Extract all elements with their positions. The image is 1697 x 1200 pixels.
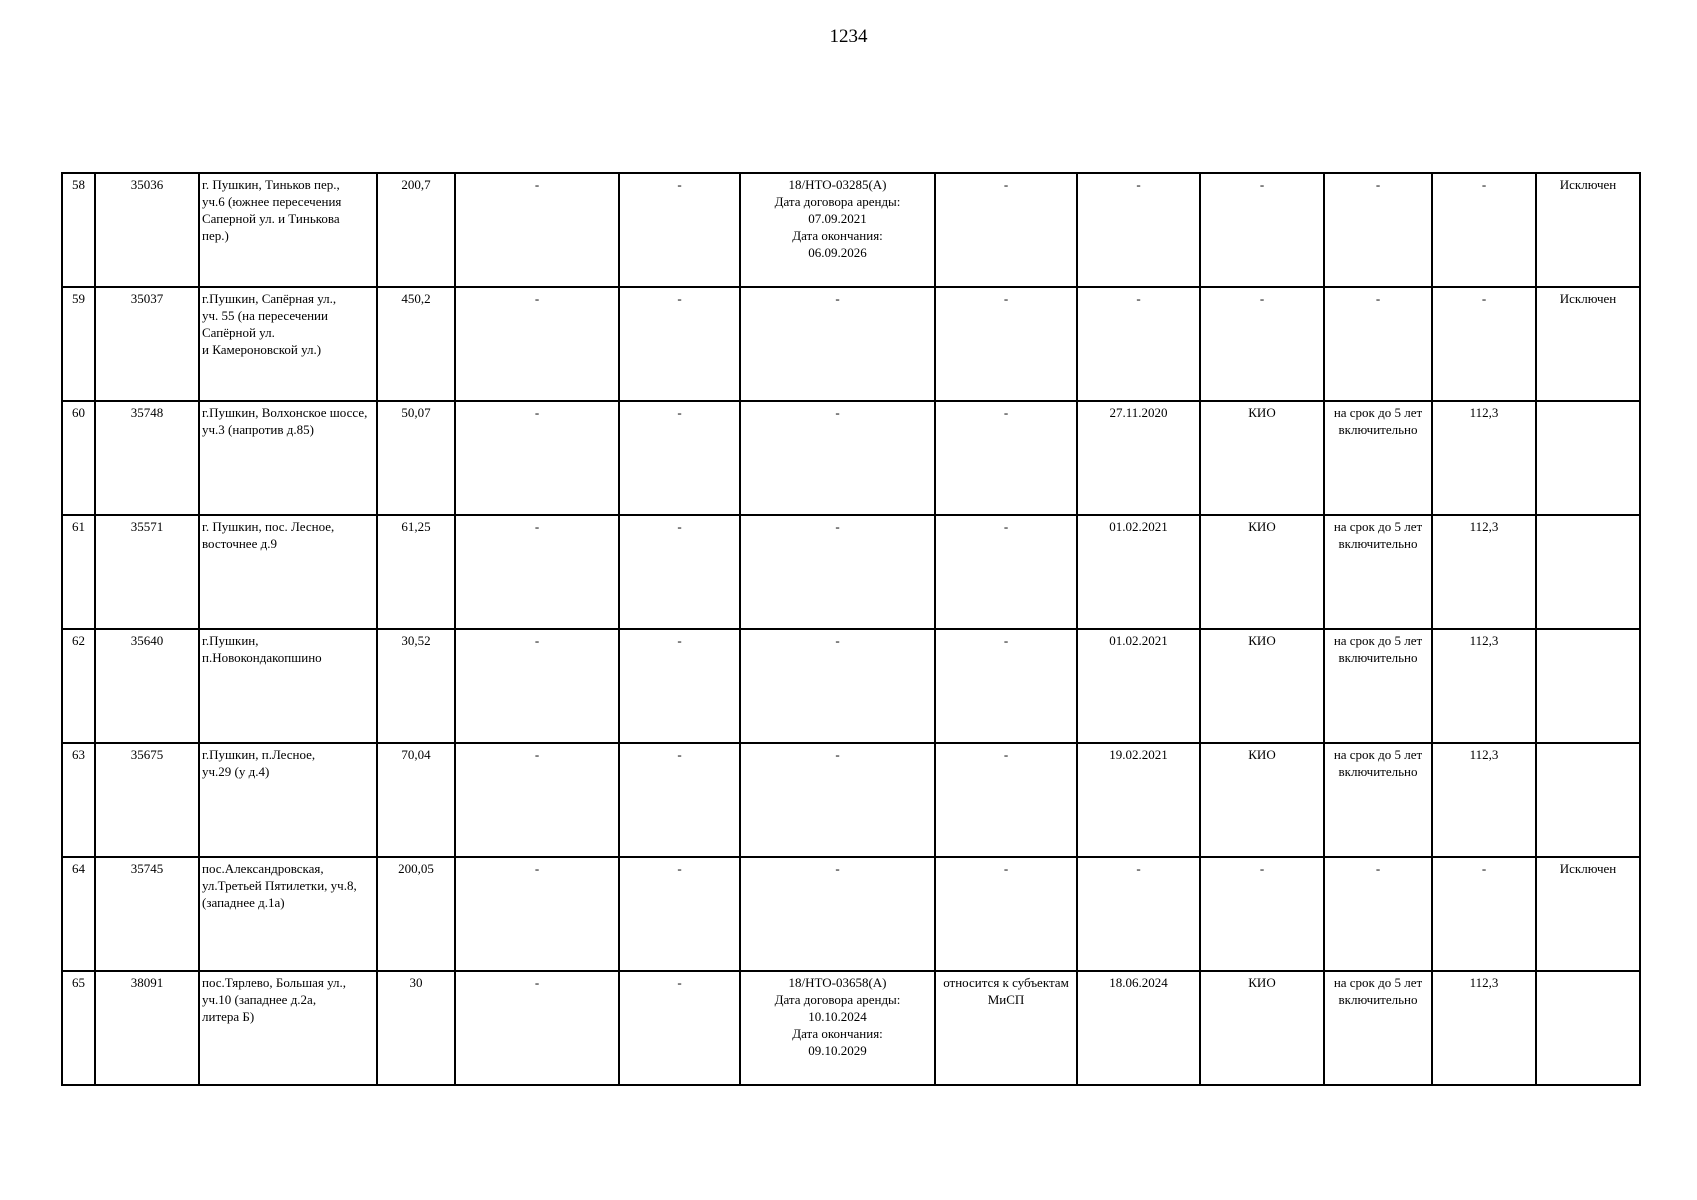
smb-category-cell	[935, 857, 1077, 971]
rate-cell: 112,3	[1432, 743, 1536, 857]
status-cell	[1536, 971, 1640, 1085]
object-id-cell: 35748	[95, 401, 199, 515]
area-cell: 50,07	[377, 401, 455, 515]
lease-term-cell	[1324, 629, 1432, 743]
organization-cell: -	[1200, 857, 1324, 971]
row-number-cell: 63	[62, 743, 95, 857]
address-line: г.Пушкин, п.Лесное,	[202, 747, 316, 762]
area-cell: 30,52	[377, 629, 455, 743]
address-line: Сапёрной ул.	[202, 325, 275, 340]
lease-term-cell	[1324, 173, 1432, 287]
area-cell: 200,7	[377, 173, 455, 287]
area-cell: 200,05	[377, 857, 455, 971]
status-cell	[1536, 401, 1640, 515]
date-cell: 27.11.2020	[1077, 401, 1200, 515]
address-line: г. Пушкин, Тиньков пер.,	[202, 177, 340, 192]
address-cell	[199, 401, 377, 515]
status-cell: Исключен	[1536, 173, 1640, 287]
lease-contract-line: Дата договора аренды:	[774, 194, 901, 209]
rate-cell: -	[1432, 857, 1536, 971]
lease-term-line: на срок до 5 лет	[1333, 747, 1423, 762]
address-line: г.Пушкин, Волхонское шоссе,	[202, 405, 368, 420]
lease-contract-cell	[740, 515, 935, 629]
status-cell	[1536, 515, 1640, 629]
lease-contract-line: 07.09.2021	[808, 211, 867, 226]
lease-term-line: на срок до 5 лет	[1333, 975, 1423, 990]
lease-term-cell	[1324, 857, 1432, 971]
lease-contract-cell	[740, 857, 935, 971]
lease-contract-line: Дата окончания:	[792, 228, 883, 243]
lease-term-cell	[1324, 971, 1432, 1085]
lease-contract-cell	[740, 629, 935, 743]
address-cell	[199, 629, 377, 743]
status-cell	[1536, 629, 1640, 743]
lease-contract-line: 18/НТО-03285(А)	[788, 177, 887, 192]
lease-contract-cell	[740, 173, 935, 287]
table-row	[62, 173, 1640, 287]
address-line: пер.)	[202, 228, 229, 243]
row-number-cell: 61	[62, 515, 95, 629]
address-cell	[199, 173, 377, 287]
table-row	[62, 629, 1640, 743]
address-cell	[199, 971, 377, 1085]
lease-term-line: включительно	[1338, 536, 1418, 551]
column-5-cell: -	[455, 401, 619, 515]
lease-term-line: -	[1375, 291, 1381, 306]
address-line: уч.6 (южнее пересечения	[202, 194, 342, 209]
table-row	[62, 743, 1640, 857]
address-line: уч.3 (напротив д.85)	[202, 422, 314, 437]
smb-category-cell	[935, 629, 1077, 743]
column-6-cell: -	[619, 287, 740, 401]
smb-category-cell	[935, 401, 1077, 515]
address-line: Саперной ул. и Тинькова	[202, 211, 340, 226]
smb-category-cell	[935, 971, 1077, 1085]
address-line: (западнее д.1а)	[202, 895, 285, 910]
lease-contract-line: 10.10.2024	[808, 1009, 867, 1024]
row-number-cell: 64	[62, 857, 95, 971]
row-number-cell: 62	[62, 629, 95, 743]
lease-term-cell	[1324, 743, 1432, 857]
address-cell	[199, 287, 377, 401]
address-line: восточнее д.9	[202, 536, 277, 551]
organization-cell: -	[1200, 287, 1324, 401]
status-cell: Исключен	[1536, 287, 1640, 401]
column-6-cell: -	[619, 173, 740, 287]
lease-contract-cell	[740, 971, 935, 1085]
organization-cell: КИО	[1200, 515, 1324, 629]
address-line: г. Пушкин, пос. Лесное,	[202, 519, 335, 534]
lease-contract-line: 06.09.2026	[808, 245, 867, 260]
area-cell: 30	[377, 971, 455, 1085]
smb-category-line: -	[1003, 633, 1009, 648]
column-6-cell: -	[619, 401, 740, 515]
column-6-cell: -	[619, 515, 740, 629]
lease-contract-line: -	[835, 405, 840, 420]
address-line: уч.29 (у д.4)	[202, 764, 270, 779]
address-line: ул.Третьей Пятилетки, уч.8,	[202, 878, 357, 893]
address-cell	[199, 857, 377, 971]
column-5-cell: -	[455, 743, 619, 857]
object-id-cell: 35745	[95, 857, 199, 971]
smb-category-line: -	[1003, 177, 1009, 192]
date-cell: 18.06.2024	[1077, 971, 1200, 1085]
lease-term-line: включительно	[1338, 422, 1418, 437]
lease-contract-line: -	[835, 291, 840, 306]
smb-category-cell	[935, 743, 1077, 857]
lease-term-cell	[1324, 287, 1432, 401]
row-number-cell: 60	[62, 401, 95, 515]
rate-cell: -	[1432, 287, 1536, 401]
lease-term-cell	[1324, 401, 1432, 515]
lease-term-line: включительно	[1338, 650, 1418, 665]
rate-cell: 112,3	[1432, 401, 1536, 515]
page-number: 1234	[829, 26, 868, 47]
lease-term-line: на срок до 5 лет	[1333, 633, 1423, 648]
column-5-cell: -	[455, 629, 619, 743]
lease-contract-cell	[740, 287, 935, 401]
area-cell: 61,25	[377, 515, 455, 629]
smb-category-line: -	[1003, 405, 1009, 420]
column-6-cell: -	[619, 971, 740, 1085]
lease-contract-line: -	[835, 747, 840, 762]
address-cell	[199, 515, 377, 629]
smb-category-line: -	[1003, 747, 1009, 762]
address-line: г.Пушкин,	[202, 633, 259, 648]
column-6-cell: -	[619, 857, 740, 971]
table-row	[62, 857, 1640, 971]
lease-contract-line: 09.10.2029	[808, 1043, 867, 1058]
row-number-cell: 59	[62, 287, 95, 401]
address-line: уч.10 (западнее д.2а,	[202, 992, 317, 1007]
column-5-cell: -	[455, 515, 619, 629]
smb-category-cell	[935, 287, 1077, 401]
organization-cell: КИО	[1200, 401, 1324, 515]
smb-category-line: МиСП	[987, 992, 1025, 1007]
column-5-cell: -	[455, 857, 619, 971]
lease-term-line: -	[1375, 177, 1381, 192]
register-table	[61, 172, 1641, 1086]
date-cell: 19.02.2021	[1077, 743, 1200, 857]
smb-category-line: -	[1003, 291, 1009, 306]
object-id-cell: 35571	[95, 515, 199, 629]
object-id-cell: 35675	[95, 743, 199, 857]
lease-contract-line: Дата договора аренды:	[774, 992, 901, 1007]
column-6-cell: -	[619, 743, 740, 857]
rate-cell: 112,3	[1432, 629, 1536, 743]
organization-cell: КИО	[1200, 629, 1324, 743]
address-line: литера Б)	[202, 1009, 255, 1024]
address-line: уч. 55 (на пересечении	[202, 308, 328, 323]
area-cell: 70,04	[377, 743, 455, 857]
address-line: пос.Александровская,	[202, 861, 324, 876]
smb-category-line: -	[1003, 519, 1009, 534]
column-6-cell: -	[619, 629, 740, 743]
date-cell: -	[1077, 287, 1200, 401]
organization-cell: КИО	[1200, 743, 1324, 857]
lease-contract-line: -	[835, 633, 840, 648]
column-5-cell: -	[455, 287, 619, 401]
area-cell: 450,2	[377, 287, 455, 401]
lease-contract-cell	[740, 401, 935, 515]
row-number-cell: 58	[62, 173, 95, 287]
lease-term-line: -	[1375, 861, 1381, 876]
date-cell: 01.02.2021	[1077, 515, 1200, 629]
address-cell	[199, 743, 377, 857]
lease-contract-line: -	[835, 519, 840, 534]
lease-contract-line: 18/НТО-03658(А)	[788, 975, 887, 990]
date-cell: -	[1077, 857, 1200, 971]
smb-category-cell	[935, 515, 1077, 629]
rate-cell: 112,3	[1432, 515, 1536, 629]
status-cell: Исключен	[1536, 857, 1640, 971]
lease-term-line: включительно	[1338, 992, 1418, 1007]
object-id-cell: 35037	[95, 287, 199, 401]
date-cell: 01.02.2021	[1077, 629, 1200, 743]
organization-cell: -	[1200, 173, 1324, 287]
lease-contract-cell	[740, 743, 935, 857]
lease-term-line: включительно	[1338, 764, 1418, 779]
address-line: пос.Тярлево, Большая ул.,	[202, 975, 346, 990]
lease-contract-line: Дата окончания:	[792, 1026, 883, 1041]
lease-term-line: на срок до 5 лет	[1333, 519, 1423, 534]
object-id-cell: 38091	[95, 971, 199, 1085]
table-row	[62, 287, 1640, 401]
table-body	[62, 173, 1640, 1085]
lease-term-cell	[1324, 515, 1432, 629]
status-cell	[1536, 743, 1640, 857]
date-cell: -	[1077, 173, 1200, 287]
object-id-cell: 35640	[95, 629, 199, 743]
table-row	[62, 515, 1640, 629]
rate-cell: -	[1432, 173, 1536, 287]
address-line: и Камероновской ул.)	[202, 342, 322, 357]
rate-cell: 112,3	[1432, 971, 1536, 1085]
lease-term-line: на срок до 5 лет	[1333, 405, 1423, 420]
address-line: г.Пушкин, Сапёрная ул.,	[202, 291, 337, 306]
table-row	[62, 971, 1640, 1085]
column-5-cell: -	[455, 971, 619, 1085]
organization-cell: КИО	[1200, 971, 1324, 1085]
smb-category-line: -	[1003, 861, 1009, 876]
smb-category-cell	[935, 173, 1077, 287]
address-line: п.Новокондакопшино	[202, 650, 322, 665]
column-5-cell: -	[455, 173, 619, 287]
lease-contract-line: -	[835, 861, 840, 876]
object-id-cell: 35036	[95, 173, 199, 287]
row-number-cell: 65	[62, 971, 95, 1085]
table-row	[62, 401, 1640, 515]
smb-category-line: относится к субъектам	[943, 975, 1069, 990]
